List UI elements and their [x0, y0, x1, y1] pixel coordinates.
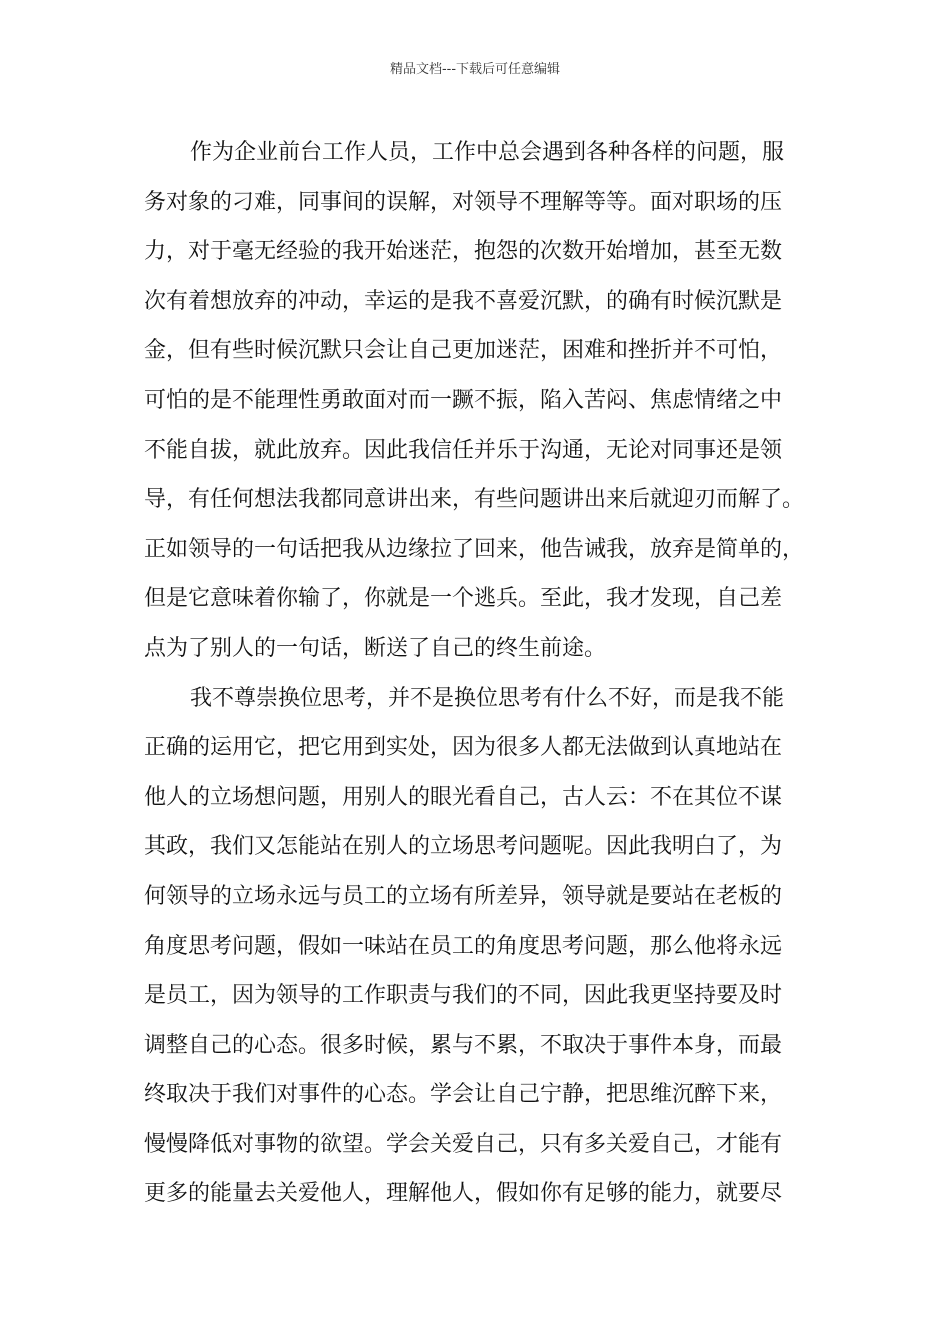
text-line: 他人的立场想问题，用别人的眼光看自己，古人云：不在其位不谋: [144, 784, 783, 810]
text-line: 正如领导的一句话把我从边缘拉了回来，他告诫我，放弃是简单的，: [144, 536, 805, 562]
text-line: 是员工，因为领导的工作职责与我们的不同，因此我更坚持要及时: [144, 983, 783, 1009]
text-line: 可怕的是不能理性勇敢面对而一蹶不振，陷入苦闷、焦虑情绪之中: [144, 387, 783, 413]
text-line: 调整自己的心态。很多时候，累与不累，不取决于事件本身，而最: [144, 1032, 783, 1058]
text-line: 但是它意味着你输了，你就是一个逃兵。至此，我才发现，自己差: [144, 586, 783, 612]
paragraph-2: [144, 674, 824, 1220]
text-line: 金，但有些时候沉默只会让自己更加迷茫，困难和挫折并不可怕，: [144, 338, 783, 364]
text-line: 点为了别人的一句话，断送了自己的终生前途。: [144, 635, 607, 661]
text-line: 次有着想放弃的冲动，幸运的是我不喜爱沉默，的确有时候沉默是: [144, 288, 783, 314]
text-line: 力，对于毫无经验的我开始迷茫，抱怨的次数开始增加，甚至无数: [144, 239, 783, 265]
text-line: 作为企业前台工作人员，工作中总会遇到各种各样的问题，服: [190, 140, 785, 165]
text-line: 导，有任何想法我都同意讲出来，有些问题讲出来后就迎刃而解了。: [144, 487, 805, 513]
text-line: 务对象的刁难，同事间的误解，对领导不理解等等。面对职场的压: [144, 189, 783, 215]
text-line: 慢慢降低对事物的欲望。学会关爱自己，只有多关爱自己，才能有: [144, 1131, 783, 1157]
text-line: 何领导的立场永远与员工的立场有所差异，领导就是要站在老板的: [144, 883, 783, 909]
page-header: 精品文档---下载后可任意编辑: [389, 62, 561, 77]
paragraph-1: [144, 128, 824, 674]
text-line: 角度思考问题，假如一味站在员工的角度思考问题，那么他将永远: [144, 933, 783, 959]
text-line: 其政，我们又怎能站在别人的立场思考问题呢。因此我明白了，为: [144, 834, 783, 860]
document-body: [144, 128, 824, 1219]
text-line: 正确的运用它，把它用到实处，因为很多人都无法做到认真地站在: [144, 735, 783, 761]
text-line: 我不尊崇换位思考，并不是换位思考有什么不好，而是我不能: [190, 685, 785, 711]
text-line: 更多的能量去关爱他人，理解他人，假如你有足够的能力，就要尽: [144, 1181, 783, 1207]
text-line: 不能自拔，就此放弃。因此我信任并乐于沟通，无论对同事还是领: [144, 437, 783, 463]
text-line: 终取决于我们对事件的心态。学会让自己宁静，把思维沉醉下来，: [144, 1082, 783, 1108]
